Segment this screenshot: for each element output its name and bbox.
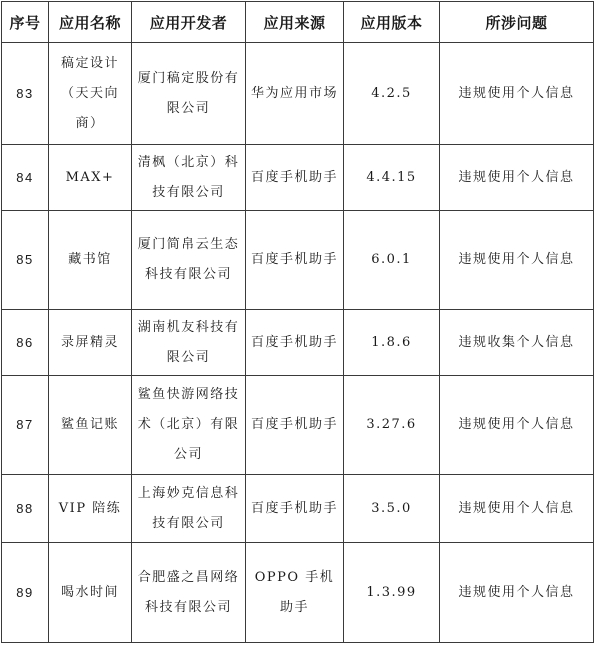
cell-seq: 85 bbox=[2, 211, 49, 310]
cell-version: 3.5.0 bbox=[344, 475, 440, 543]
cell-app-name: MAX+ bbox=[49, 145, 132, 211]
cell-developer: 合肥盛之昌网络科技有限公司 bbox=[132, 543, 246, 643]
table-row bbox=[2, 376, 594, 475]
cell-seq: 88 bbox=[2, 475, 49, 543]
cell-app-name: 藏书馆 bbox=[49, 211, 132, 310]
cell-app-name: 喝水时间 bbox=[49, 543, 132, 643]
header-version: 应用版本 bbox=[344, 2, 440, 43]
cell-version: 6.0.1 bbox=[344, 211, 440, 310]
table-row bbox=[2, 543, 594, 643]
cell-issue: 违规使用个人信息 bbox=[440, 475, 594, 543]
table-row bbox=[2, 211, 594, 310]
cell-issue: 违规使用个人信息 bbox=[440, 376, 594, 475]
header-app-name: 应用名称 bbox=[49, 2, 132, 43]
cell-source: OPPO 手机助手 bbox=[246, 543, 344, 643]
cell-app-name: 鲨鱼记账 bbox=[49, 376, 132, 475]
cell-issue: 违规使用个人信息 bbox=[440, 145, 594, 211]
cell-version: 1.8.6 bbox=[344, 310, 440, 376]
header-seq: 序号 bbox=[2, 2, 49, 43]
header-source: 应用来源 bbox=[246, 2, 344, 43]
cell-developer: 厦门简帛云生态科技有限公司 bbox=[132, 211, 246, 310]
cell-version: 1.3.99 bbox=[344, 543, 440, 643]
cell-issue: 违规使用个人信息 bbox=[440, 543, 594, 643]
cell-seq: 87 bbox=[2, 376, 49, 475]
cell-seq: 86 bbox=[2, 310, 49, 376]
cell-developer: 清枫（北京）科技有限公司 bbox=[132, 145, 246, 211]
cell-source: 百度手机助手 bbox=[246, 475, 344, 543]
cell-source: 百度手机助手 bbox=[246, 376, 344, 475]
cell-source: 百度手机助手 bbox=[246, 310, 344, 376]
cell-seq: 89 bbox=[2, 543, 49, 643]
cell-developer: 厦门稿定股份有限公司 bbox=[132, 43, 246, 145]
cell-seq: 84 bbox=[2, 145, 49, 211]
table-row bbox=[2, 43, 594, 145]
cell-app-name: 稿定设计（天天向商） bbox=[49, 43, 132, 145]
cell-version: 3.27.6 bbox=[344, 376, 440, 475]
table-row bbox=[2, 310, 594, 376]
cell-issue: 违规使用个人信息 bbox=[440, 43, 594, 145]
cell-issue: 违规收集个人信息 bbox=[440, 310, 594, 376]
cell-app-name: 录屏精灵 bbox=[49, 310, 132, 376]
cell-seq: 83 bbox=[2, 43, 49, 145]
app-violation-table bbox=[1, 1, 594, 643]
cell-developer: 鲨鱼快游网络技术（北京）有限公司 bbox=[132, 376, 246, 475]
cell-source: 百度手机助手 bbox=[246, 145, 344, 211]
table-row bbox=[2, 475, 594, 543]
cell-source: 华为应用市场 bbox=[246, 43, 344, 145]
cell-issue: 违规使用个人信息 bbox=[440, 211, 594, 310]
cell-version: 4.2.5 bbox=[344, 43, 440, 145]
cell-developer: 上海妙克信息科技有限公司 bbox=[132, 475, 246, 543]
cell-app-name: VIP 陪练 bbox=[49, 475, 132, 543]
header-developer: 应用开发者 bbox=[132, 2, 246, 43]
table-header-row bbox=[2, 2, 594, 43]
cell-source: 百度手机助手 bbox=[246, 211, 344, 310]
header-issue: 所涉问题 bbox=[440, 2, 594, 43]
cell-version: 4.4.15 bbox=[344, 145, 440, 211]
cell-developer: 湖南机友科技有限公司 bbox=[132, 310, 246, 376]
table-row bbox=[2, 145, 594, 211]
